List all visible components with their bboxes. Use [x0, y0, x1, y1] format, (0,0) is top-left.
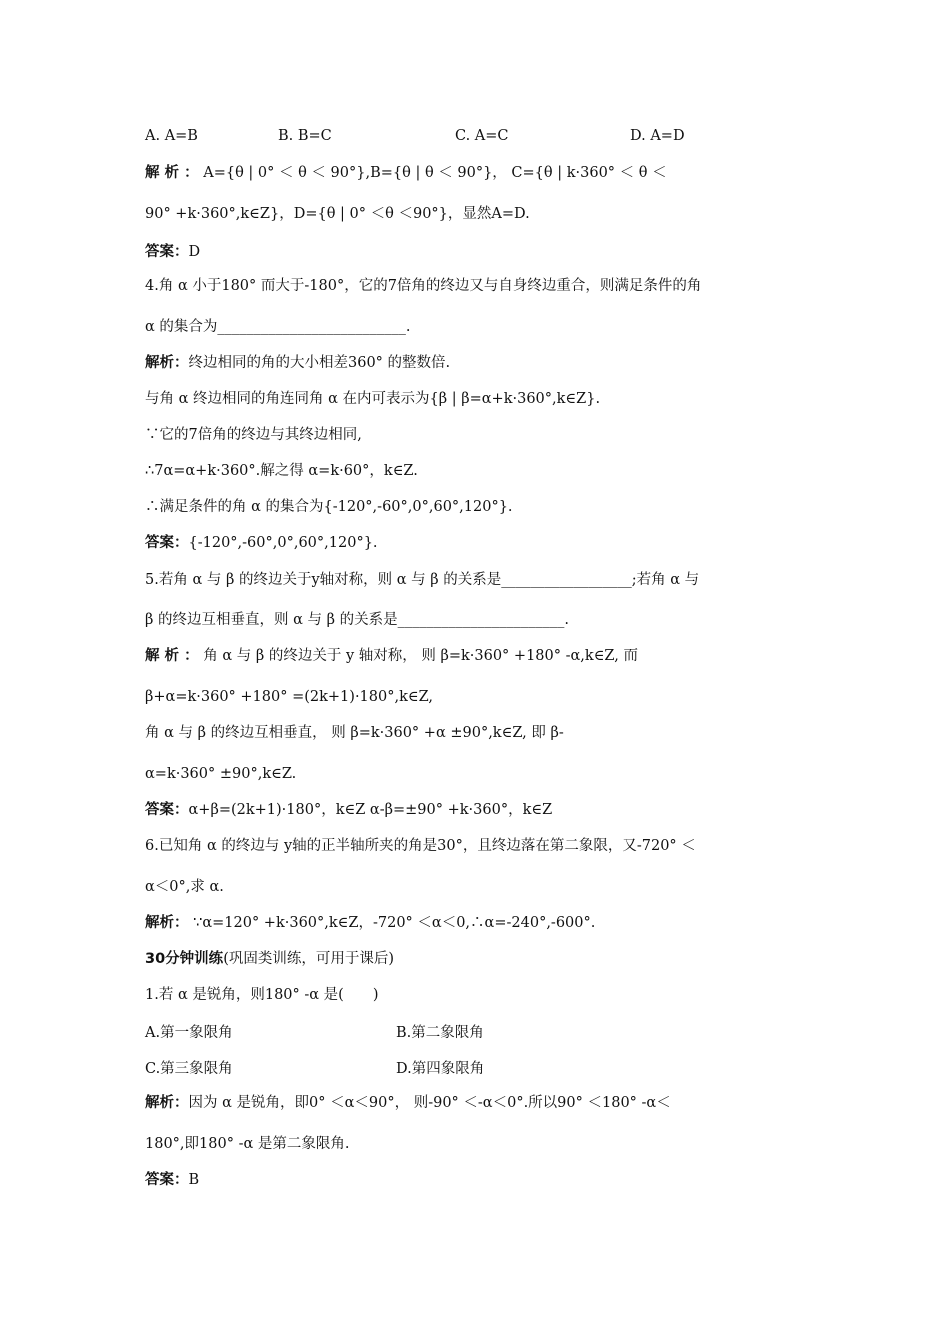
analysis-label: 解 析 ： [145, 648, 199, 664]
q4-stem-line-1: 4.角 α 小于180° 而大于-180°，它的7倍角的终边又与自身终边重合，则满足条件的角 [145, 278, 702, 294]
q4-answer-value: {-120°,-60°,0°,60°,120°}. [188, 535, 378, 551]
q3-answer-value: D [188, 244, 201, 260]
section-title: 30分钟训练 [145, 951, 224, 967]
analysis-label: 解析： [145, 355, 189, 371]
q5-answer [145, 800, 807, 820]
p1-analysis-line-1 [145, 1093, 807, 1113]
q5-analysis-text-1: 角 α 与 β 的终边关于 y 轴对称， 则 β=k·360° +180° -α,k∈Z, 而 [203, 648, 638, 664]
p1-stem: 1.若 α 是锐角，则180° -α 是( ) [145, 987, 379, 1003]
q4-analysis-line-2: 与角 α 终边相同的角连同角 α 在内可表示为{β | β=α+k·360°,k∈Z}. [145, 391, 601, 407]
q3-analysis-text-1: A={θ | 0° ＜ θ ＜ 90°},B={θ | θ ＜ 90°}， C={θ | k·360° ＜ θ ＜ [203, 165, 667, 181]
p1-analysis-text-1: 因为 α 是锐角，即0° ＜α＜90°， 则-90° ＜-α＜0°.所以90° ＜180° -α＜ [188, 1095, 671, 1111]
q5-stem-line-2: β 的终边互相垂直，则 α 与 β 的关系是_______________________. [145, 612, 569, 628]
q4-analysis-line-5: ∴满足条件的角 α 的集合为{-120°,-60°,0°,60°,120°}. [145, 499, 513, 515]
q3-analysis-line-1 [145, 163, 807, 183]
p1-answer-value: B [188, 1172, 200, 1188]
option-d: D.第四象限角 [396, 1061, 485, 1077]
q4-analysis-line-3: ∵它的7倍角的终边与其终边相同, [145, 427, 362, 443]
q5-stem-line-1: 5.若角 α 与 β 的终边关于y轴对称，则 α 与 β 的关系是__________________;若角 α 与 [145, 572, 700, 588]
q5-analysis-line-4: α=k·360° ±90°,k∈Z. [145, 766, 297, 782]
option-b: B.第二象限角 [396, 1025, 484, 1041]
q5-analysis-line-3: 角 α 与 β 的终边互相垂直， 则 β=k·360° +α ±90°,k∈Z, 即 β- [145, 725, 564, 741]
q4-analysis-text-1: 终边相同的角的大小相差360° 的整数倍. [188, 355, 451, 371]
analysis-label: 解析： [145, 915, 189, 931]
q3-answer [145, 242, 807, 262]
q4-answer [145, 533, 807, 553]
option-c: C.第三象限角 [145, 1061, 233, 1077]
answer-label: 答案： [145, 535, 189, 551]
q5-analysis-line-2: β+α=k·360° +180° =(2k+1)·180°,k∈Z, [145, 689, 434, 705]
p1-analysis-line-2: 180°,即180° -α 是第二象限角. [145, 1136, 350, 1152]
analysis-label: 解析： [145, 1095, 189, 1111]
option-b: B. B=C [278, 128, 332, 144]
q5-analysis-line-1 [145, 646, 807, 666]
q6-analysis [145, 913, 807, 933]
analysis-label: 解 析 ： [145, 165, 199, 181]
q3-analysis-line-2: 90° +k·360°,k∈Z}，D={θ | 0° ＜θ ＜90°}，显然A=D. [145, 206, 530, 222]
q6-stem-line-2: α＜0°,求 α. [145, 879, 224, 895]
option-a: A.第一象限角 [145, 1025, 233, 1041]
answer-label: 答案： [145, 1172, 189, 1188]
p1-answer [145, 1170, 807, 1190]
q4-analysis-line-1 [145, 353, 807, 373]
option-a: A. A=B [145, 128, 198, 144]
answer-label: 答案： [145, 802, 189, 818]
q6-stem-line-1: 6.已知角 α 的终边与 y轴的正半轴所夹的角是30°，且终边落在第二象限，又-720° ＜ [145, 838, 696, 854]
q4-stem-line-2: α 的集合为__________________________. [145, 319, 411, 335]
q5-answer-value: α+β=(2k+1)·180°，k∈Z α-β=±90° +k·360°，k∈Z [188, 802, 553, 818]
section-note: (巩固类训练，可用于课后) [223, 951, 395, 967]
option-d: D. A=D [630, 128, 685, 144]
q4-analysis-line-4: ∴7α=α+k·360°.解之得 α=k·60°，k∈Z. [145, 463, 418, 479]
q6-analysis-text: ∵α=120° +k·360°,k∈Z，-720° ＜α＜0,∴α=-240°,-600°. [188, 915, 596, 931]
section-heading [145, 949, 807, 969]
option-c: C. A=C [455, 128, 509, 144]
answer-label: 答案： [145, 244, 189, 260]
